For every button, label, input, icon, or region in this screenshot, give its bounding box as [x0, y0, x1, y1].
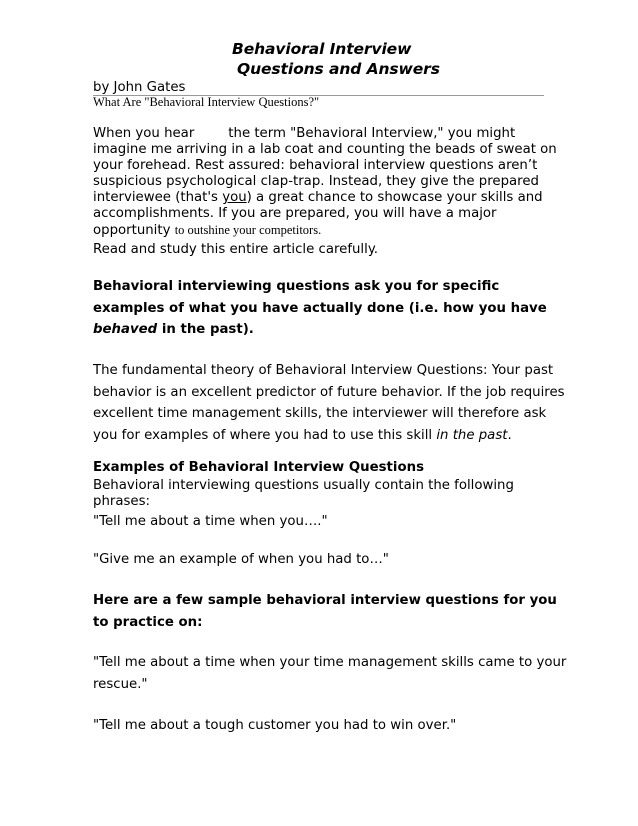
sample-questions-heading [93, 590, 557, 633]
intro-line-1-end: the term "Behavioral Interview," you might [228, 126, 516, 141]
theory-line-2: behavior is an excellent predictor of future behavior. If the job requires [93, 384, 565, 400]
theory-line-4-start: you for examples of where you had to use this skill [93, 427, 437, 443]
emphasis-behaved: behaved [93, 322, 158, 337]
intro-line-1-start: When you hear [93, 126, 195, 141]
intro-line-5-start: interviewee (that's [93, 190, 223, 205]
intro-line-1 [93, 126, 553, 142]
bold-line-2: examples of what you have actually done (i.e. how you have [93, 300, 547, 316]
emphasis-in-the-past: in the past [436, 427, 508, 443]
sample-question-1-line-2: rescue." [93, 676, 148, 692]
phrase-example-2: "Give me an example of when you had to…" [93, 552, 389, 567]
section-subtitle: What Are "Behavioral Interview Questions?" [93, 95, 320, 109]
sample-question-1 [93, 652, 567, 695]
title-line-2: Questions and Answers [237, 60, 440, 78]
intro-paragraph [93, 126, 557, 239]
theory-line-4-end: . [507, 427, 512, 443]
bold-line-3 [93, 319, 553, 341]
theory-line-1: The fundamental theory of Behavioral Interview Questions: Your past [93, 363, 554, 378]
sample-question-1-line-1: "Tell me about a time when your time management skills came to your [93, 655, 567, 670]
sample-heading-line-1: Here are a few sample behavioral interview questions for you [93, 593, 557, 608]
examples-paragraph [93, 478, 553, 510]
author-byline: by John Gates [93, 80, 186, 95]
read-study-note: Read and study this entire article carefully. [93, 242, 379, 257]
intro-line-7-serif: to outshine your competitors. [174, 223, 322, 237]
sample-heading-line-2: to practice on: [93, 614, 203, 630]
bold-line-3-end: in the past). [157, 322, 254, 337]
intro-line-3: your forehead. Rest assured: behavioral interview questions aren’t [93, 158, 538, 173]
theory-line-4 [93, 425, 553, 447]
intro-line-5-end: ) a great chance to showcase your skills and [246, 190, 543, 205]
phrase-example-1: "Tell me about a time when you…." [93, 514, 328, 529]
title-line-1: Behavioral Interview [232, 40, 412, 58]
sample-question-2: "Tell me about a tough customer you had to win over." [93, 718, 457, 733]
intro-line-6: accomplishments. If you are prepared, you will have a major [93, 206, 497, 221]
intro-line-5 [93, 190, 553, 206]
intro-line-7 [93, 222, 553, 239]
emphasis-you: you [222, 190, 247, 205]
theory-paragraph [93, 360, 565, 446]
intro-line-4: suspicious psychological clap-trap. Instead, they give the prepared [93, 174, 539, 189]
theory-line-3: excellent time management skills, the interviewer will therefore ask [93, 406, 547, 421]
intro-line-7-start: opportunity [93, 223, 175, 238]
intro-line-2: imagine me arriving in a lab coat and counting the beads of sweat on [93, 142, 557, 157]
examples-heading: Examples of Behavioral Interview Questions [93, 460, 424, 475]
examples-line-1: Behavioral interviewing questions usually contain the following [93, 478, 514, 493]
bold-line-1: Behavioral interviewing questions ask you for specific [93, 279, 500, 294]
bold-key-paragraph [93, 276, 553, 341]
examples-line-2: phrases: [93, 494, 150, 509]
